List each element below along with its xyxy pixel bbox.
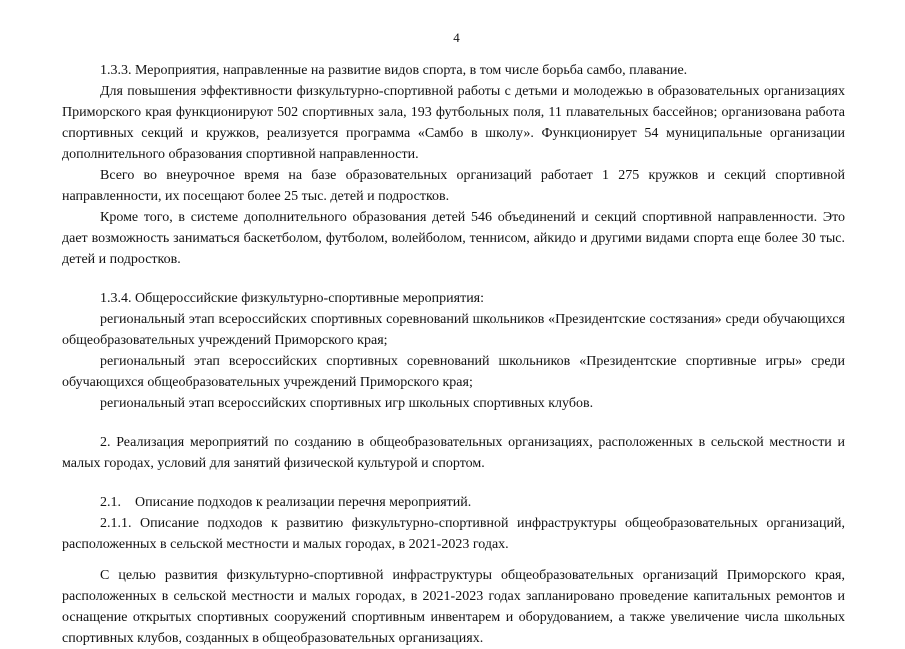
section-1-3-4-heading: 1.3.4. Общероссийские физкультурно-спортивные мероприятия: — [100, 291, 485, 306]
list-item-school-sports-clubs: региональный этап всероссийских спортивных игр школьных спортивных клубов. — [100, 396, 594, 411]
section-2-1-1-heading: 2.1.1. Описание подходов к развитию физкультурно-спортивной инфраструктуры общеобразовательных организаций, расположенных в сельской местности и малых городах, в 2021-2023 годах. — [62, 516, 845, 552]
list-item-presidential-contests: региональный этап всероссийских спортивных соревнований школьников «Президентские состязания» среди обучающихся общеобразовательных учреждений Приморского края; — [62, 312, 845, 348]
section-1-3-3-heading: 1.3.3. Мероприятия, направленные на развитие видов спорта, в том числе борьба самбо, плавание. — [100, 63, 688, 78]
paragraph-additional-education: Кроме того, в системе дополнительного образования детей 546 объединений и секций спортивной направленности. Это дает возможность заниматься баскетболом, футболом, волейболом, теннисом, айкидо и другими видами спорта еще более 30 тыс. детей и подростков. — [62, 210, 845, 267]
paragraph-extracurricular-clubs: Всего во внеурочное время на базе образовательных организаций работает 1 275 кружков и секций спортивной направленности, их посещают более 25 тыс. детей и подростков. — [62, 168, 845, 204]
page-number: 4 — [453, 30, 460, 45]
spacer — [62, 270, 845, 288]
spacer — [62, 414, 845, 432]
spacer — [62, 474, 845, 492]
paragraph-infrastructure-plans: С целью развития физкультурно-спортивной инфраструктуры общеобразовательных организаций Приморского края, расположенных в сельской местности и малых городах, в 2021-2023 годах запланировано проведение капитальных ремонтов и оснащение открытых спортивных сооружений спортивным инвентарем и оборудованием, а также увеличение числа школьных спортивных клубов, созданных в общеобразовательных организациях. — [62, 568, 845, 646]
section-2-heading: 2. Реализация мероприятий по созданию в общеобразовательных организациях, расположенных в сельской местности и малых городах, условий для занятий физической культурой и спортом. — [62, 435, 845, 471]
spacer — [62, 555, 845, 565]
paragraph-sports-facilities: Для повышения эффективности физкультурно-спортивной работы с детьми и молодежью в образовательных организациях Приморского края функционируют 502 спортивных зала, 193 футбольных поля, 11 плавательных бассейнов; организована работа спортивных секций и кружков, реализуется программа «Самбо в школу». Функционирует 54 муниципальные организации дополнительного образования спортивной направленности. — [62, 84, 845, 162]
list-item-presidential-games: региональный этап всероссийских спортивных соревнований школьников «Президентские спортивные игры» среди обучающихся общеобразовательных учреждений Приморского края; — [62, 354, 845, 390]
section-2-1-heading: 2.1. Описание подходов к реализации перечня мероприятий. — [100, 495, 472, 510]
